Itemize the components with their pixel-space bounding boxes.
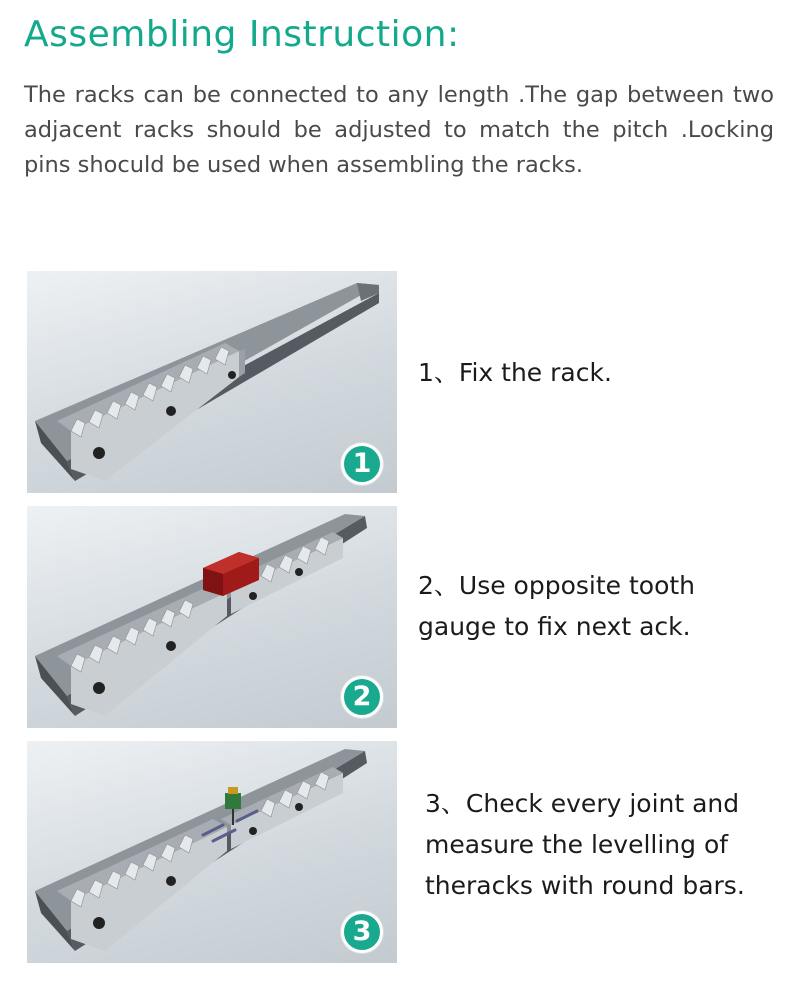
step-2-image xyxy=(27,506,397,728)
step-3-image xyxy=(27,741,397,963)
step-2-text xyxy=(418,565,695,647)
step-3-badge: 3 xyxy=(341,911,383,953)
step-1-line-1: 1、Fix the rack. xyxy=(418,358,612,387)
step-2-line-1: 2、Use opposite tooth xyxy=(418,571,696,600)
step-1-badge: 1 xyxy=(341,443,383,485)
step-1-image xyxy=(27,271,397,493)
step-3-text xyxy=(425,783,745,906)
step-2-line-2: gauge to fix next ack. xyxy=(418,612,691,641)
step-3-line-2: measure the levelling of xyxy=(425,830,729,859)
step-2-badge: 2 xyxy=(341,676,383,718)
step-3-line-1: 3、Check every joint and xyxy=(425,789,740,818)
intro-paragraph: The racks can be connected to any length .The gap between two adjacent racks should be adjusted to match the pitch .Locking pins shoculd be used when assembling the racks. xyxy=(24,82,774,178)
step-1-text xyxy=(418,352,612,393)
step-3-line-3: theracks with round bars. xyxy=(425,871,745,900)
page-title: Assembling Instruction: xyxy=(24,14,460,55)
